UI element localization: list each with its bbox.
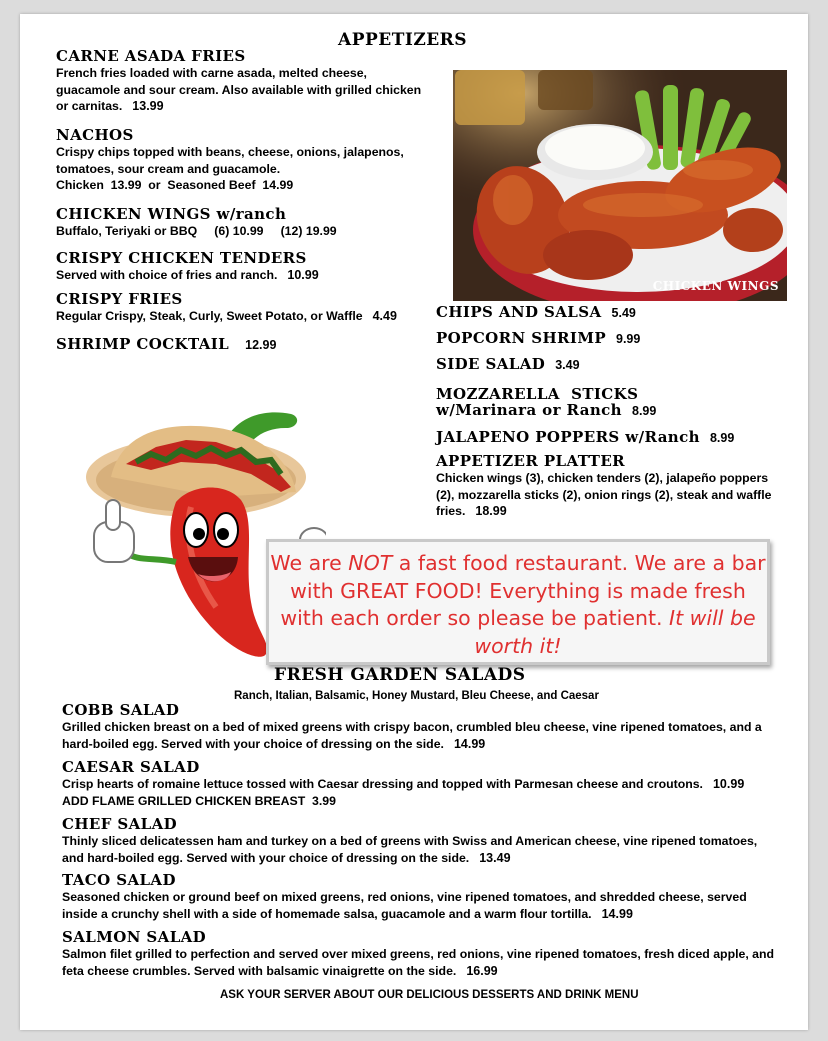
menu-item-popcorn-shrimp: [436, 329, 640, 348]
item-price: 18.99: [475, 504, 507, 518]
item-description: Chicken wings (3), chicken tenders (2), jalapeño poppers (2), mozzarella sticks (2), onion rings (2), steak and waffle fries.: [436, 471, 772, 518]
item-price: 4.49: [372, 309, 397, 323]
item-title: CHICKEN WINGS w/ranch: [56, 205, 287, 223]
item-price: 5.49: [611, 306, 636, 320]
notice-text-start: We are: [270, 551, 349, 575]
menu-item-chips-and-salsa: [436, 303, 636, 322]
item-title: CRISPY FRIES: [56, 290, 183, 308]
menu-item-crispy-chicken-tenders: [56, 249, 426, 284]
notice-tagline: It will be worth it!: [474, 606, 756, 658]
item-options: Buffalo, Teriyaki or BBQ (6) 10.99 (12) 19.99: [56, 224, 337, 238]
salad-caesar: [62, 758, 782, 809]
item-price: 8.99: [709, 431, 735, 445]
item-title: JALAPENO POPPERS w/Ranch: [436, 428, 700, 446]
menu-item-mozzarella-sticks: [436, 386, 656, 419]
menu-item-nachos: [56, 126, 426, 194]
item-title: MOZZARELLA STICKS: [436, 385, 639, 403]
item-description: Salmon filet grilled to perfection and served over mixed greens, red onions, vine ripened tomatoes, fresh diced apple, and feta cheese crumbles. Served with balsamic vinaigrette on the side.: [62, 947, 775, 978]
chicken-wings-photo: [453, 70, 787, 301]
menu-item-side-salad: [436, 355, 580, 374]
item-title: SALMON SALAD: [62, 928, 207, 946]
salads-heading: FRESH GARDEN SALADS: [274, 665, 526, 685]
item-price: 10.99: [287, 268, 319, 282]
item-description: French fries loaded with carne asada, melted cheese, guacamole and sour cream. Also available with grilled chicken or carnitas.: [56, 66, 422, 113]
item-title: CAESAR SALAD: [62, 758, 200, 776]
item-price: 16.99: [466, 963, 498, 978]
photo-caption: CHICKEN WINGS: [652, 279, 779, 293]
item-title: CHEF SALAD: [62, 815, 178, 833]
item-description: Thinly sliced delicatessen ham and turkey on a bed of greens with Swiss and American cheese, vine ripened tomatoes, and hard-boiled egg. Served with your choice of dressing on the side.: [62, 834, 758, 865]
menu-item-carne-asada-fries: [56, 47, 426, 115]
salad-salmon: [62, 928, 782, 979]
item-price: 13.99: [132, 99, 164, 113]
item-price: 13.49: [479, 850, 511, 865]
item-price: 14.99: [601, 906, 633, 921]
salad-cobb: [62, 701, 782, 752]
dressing-options: Ranch, Italian, Balsamic, Honey Mustard, Bleu Cheese, and Caesar: [234, 690, 599, 702]
menu-item-appetizer-platter: [436, 452, 781, 520]
not-fast-food-notice: [266, 539, 770, 665]
dessert-drink-footer: ASK YOUR SERVER ABOUT OUR DELICIOUS DESSERTS AND DRINK MENU: [220, 989, 639, 1001]
item-title: COBB SALAD: [62, 701, 180, 719]
item-price: 3.49: [555, 358, 580, 372]
chicken-wings-illustration: [453, 70, 787, 301]
item-price: 14.99: [453, 736, 486, 751]
appetizers-heading: APPETIZERS: [338, 30, 468, 50]
item-title: CHIPS AND SALSA: [436, 303, 602, 321]
item-title: CARNE ASADA FRIES: [56, 47, 246, 65]
salad-taco: [62, 871, 782, 922]
item-title: SIDE SALAD: [436, 355, 546, 373]
item-price: 9.99: [616, 332, 641, 346]
item-description: Served with choice of fries and ranch.: [56, 268, 278, 282]
item-title: APPETIZER PLATTER: [436, 452, 626, 470]
item-description: Crisp hearts of romaine lettuce tossed with Caesar dressing and topped with Parmesan cheese and croutons.: [62, 777, 703, 791]
item-price: 8.99: [632, 404, 657, 418]
item-description: Grilled chicken breast on a bed of mixed greens with crispy bacon, crumbled bleu cheese, vine ripened tomatoes, and a hard-boiled egg. Served with your choice of dressing on the side.: [62, 720, 762, 751]
item-title: CRISPY CHICKEN TENDERS: [56, 249, 307, 267]
item-price: 12.99: [245, 338, 277, 352]
item-title: POPCORN SHRIMP: [436, 329, 606, 347]
notice-text-body: a fast food restaurant. We are a bar with GREAT FOOD! Everything is made fresh with each order so please be patient.: [280, 551, 766, 630]
item-options: Chicken 13.99 or Seasoned Beef 14.99: [56, 178, 294, 192]
item-subtitle: w/Marinara or Ranch: [436, 401, 622, 419]
menu-item-shrimp-cocktail: [56, 335, 276, 354]
item-title: SHRIMP COCKTAIL: [56, 335, 230, 353]
item-addon: ADD FLAME GRILLED CHICKEN BREAST 3.99: [62, 793, 336, 808]
item-description: Seasoned chicken or ground beef on mixed greens, red onions, vine ripened tomatoes, and shredded cheese, served inside a crunchy shell with a side of homemade salsa, guacamole and a warm flour tortilla.: [62, 890, 747, 921]
item-description: Crispy chips topped with beans, cheese, onions, jalapenos, tomatoes, sour cream and guacamole.: [56, 145, 404, 176]
menu-item-jalapeno-poppers: [436, 428, 734, 447]
menu-item-chicken-wings: [56, 205, 426, 240]
item-description: Regular Crispy, Steak, Curly, Sweet Potato, or Waffle: [56, 309, 363, 323]
item-price: 10.99: [712, 777, 745, 791]
menu-item-crispy-fries: [56, 290, 446, 325]
item-title: NACHOS: [56, 126, 134, 144]
menu-page: [20, 14, 808, 1030]
item-title: TACO SALAD: [62, 871, 176, 889]
notice-emphasis: NOT: [348, 551, 393, 575]
salad-chef: [62, 815, 782, 866]
